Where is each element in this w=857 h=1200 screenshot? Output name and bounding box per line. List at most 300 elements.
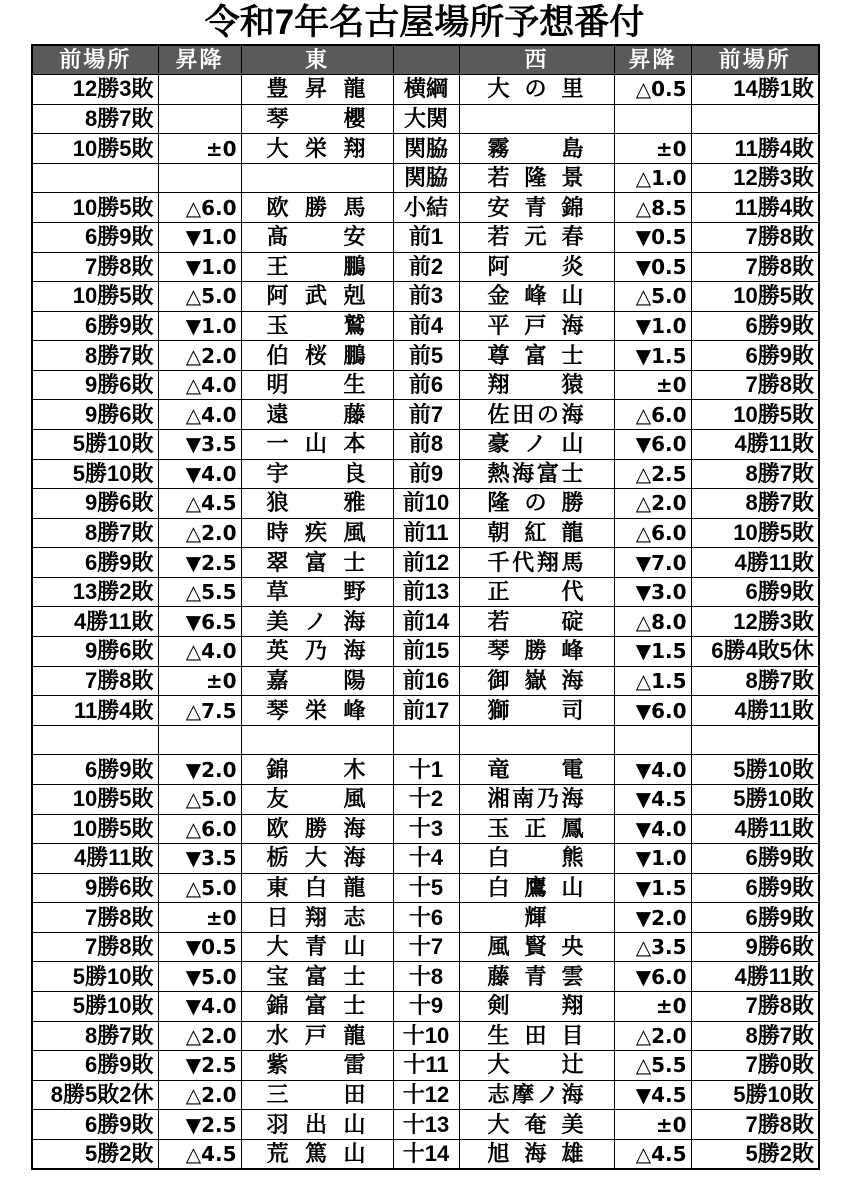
- name-char: 金: [487, 283, 510, 309]
- name-char: 東: [266, 874, 289, 900]
- east-wrestler-name: [241, 1139, 393, 1169]
- west-rank-change: △2.0: [614, 1021, 691, 1051]
- wrestler-name-chars: [267, 374, 366, 396]
- name-char: 白: [487, 874, 510, 900]
- east-prev-record: 10勝5敗: [32, 134, 158, 164]
- name-char: 雅: [343, 490, 366, 516]
- name-char: 富: [536, 460, 559, 486]
- name-char: 本: [343, 431, 366, 457]
- west-prev-record: 7勝8敗: [691, 370, 819, 400]
- banzuke-row: [32, 134, 819, 164]
- wrestler-name-chars: [488, 936, 584, 958]
- east-rank-change: ±0: [158, 134, 241, 164]
- west-wrestler-name: [459, 222, 614, 252]
- name-char: 武: [304, 283, 327, 309]
- name-char: 藤: [487, 963, 510, 989]
- section-divider: [32, 725, 819, 755]
- west-prev-record: 4勝11敗: [691, 696, 819, 726]
- rank-label: 関脇: [393, 134, 459, 164]
- name-char: 富: [304, 963, 327, 989]
- banzuke-row: [32, 459, 819, 489]
- rank-label: 前13: [393, 577, 459, 607]
- name-char: 白: [304, 874, 327, 900]
- name-char: 髙: [266, 224, 289, 250]
- name-char: 青: [524, 963, 547, 989]
- west-rank-change: △6.0: [614, 400, 691, 430]
- east-prev-record: 10勝5敗: [32, 814, 158, 844]
- name-char: の: [524, 490, 547, 516]
- east-wrestler-name: [241, 696, 393, 726]
- east-wrestler-name: [241, 577, 393, 607]
- east-rank-change: △7.5: [158, 696, 241, 726]
- west-wrestler-name: [459, 252, 614, 282]
- name-char: 士: [343, 993, 366, 1019]
- name-char: 熊: [561, 845, 584, 871]
- east-rank-change: [158, 163, 241, 193]
- east-prev-record: 6勝9敗: [32, 222, 158, 252]
- east-wrestler-name: [241, 134, 393, 164]
- wrestler-name-chars: [488, 285, 584, 307]
- name-char: 紫: [266, 1052, 289, 1078]
- wrestler-name-chars: [488, 167, 584, 189]
- name-char: 峰: [561, 638, 584, 664]
- east-prev-record: 5勝10敗: [32, 962, 158, 992]
- east-rank-change: △6.0: [158, 814, 241, 844]
- name-char: 富: [524, 342, 547, 368]
- name-char: 大: [487, 1052, 510, 1078]
- rank-label: 前4: [393, 311, 459, 341]
- wrestler-name-chars: [488, 374, 584, 396]
- name-char: 平: [487, 312, 510, 338]
- name-char: 雷: [343, 1052, 366, 1078]
- name-char: 出: [304, 1111, 327, 1137]
- west-prev-record: 14勝1敗: [691, 75, 819, 105]
- name-char: 代: [561, 579, 584, 605]
- wrestler-name-chars: [267, 1054, 366, 1076]
- east-prev-record: 7勝8敗: [32, 666, 158, 696]
- name-char: 賢: [524, 934, 547, 960]
- wrestler-name-chars: [267, 226, 366, 248]
- name-char: 鷲: [343, 312, 366, 338]
- name-char: 大: [487, 1111, 510, 1137]
- west-wrestler-name: [459, 696, 614, 726]
- east-wrestler-name: [241, 193, 393, 223]
- divider-cell: [158, 725, 241, 755]
- west-prev-record: 8勝7敗: [691, 459, 819, 489]
- wrestler-name-chars: [488, 995, 584, 1017]
- name-char: 宝: [266, 963, 289, 989]
- rank-label: 小結: [393, 193, 459, 223]
- west-wrestler-name: [459, 75, 614, 105]
- name-char: 若: [487, 224, 510, 250]
- header-row: [32, 45, 819, 75]
- name-char: 龍: [343, 874, 366, 900]
- banzuke-row: [32, 430, 819, 460]
- east-prev-record: 5勝10敗: [32, 459, 158, 489]
- banzuke-row: [32, 577, 819, 607]
- east-prev-record: 6勝9敗: [32, 1051, 158, 1081]
- wrestler-name-chars: [488, 78, 584, 100]
- wrestler-name-chars: [488, 522, 584, 544]
- header-west-prev-record: 前場所: [691, 45, 819, 75]
- name-char: 生: [487, 1022, 510, 1048]
- name-char: 士: [343, 963, 366, 989]
- name-char: 海: [561, 667, 584, 693]
- west-wrestler-name: [459, 1110, 614, 1140]
- west-wrestler-name: [459, 784, 614, 814]
- east-wrestler-name: [241, 252, 393, 282]
- wrestler-name-chars: [488, 1084, 584, 1106]
- east-rank-change: ▼0.5: [158, 932, 241, 962]
- name-char: 里: [561, 76, 584, 102]
- name-char: 奄: [524, 1111, 547, 1137]
- west-prev-record: 9勝6敗: [691, 932, 819, 962]
- wrestler-name-chars: [266, 1140, 366, 1166]
- wrestler-name-chars: [266, 1111, 366, 1137]
- west-rank-change: ▼1.5: [614, 873, 691, 903]
- name-char: 海: [343, 815, 366, 841]
- west-prev-record: 7勝8敗: [691, 992, 819, 1022]
- name-char: 翔: [343, 135, 366, 161]
- name-char: 狼: [266, 490, 289, 516]
- name-char: 櫻: [343, 105, 366, 131]
- banzuke-row: [32, 311, 819, 341]
- rank-label: 前11: [393, 518, 459, 548]
- west-prev-record: 6勝9敗: [691, 903, 819, 933]
- banzuke-row: [32, 1110, 819, 1140]
- name-char: 佐: [487, 401, 510, 427]
- west-wrestler-name: [459, 518, 614, 548]
- name-char: 明: [266, 372, 289, 398]
- name-char: 士: [561, 460, 584, 486]
- name-char: 景: [561, 165, 584, 191]
- wrestler-name-chars: [487, 194, 584, 220]
- name-char: 海: [343, 845, 366, 871]
- rank-label: 十11: [393, 1051, 459, 1081]
- name-char: 雄: [561, 1140, 584, 1166]
- wrestler-name-chars: [266, 667, 366, 693]
- west-rank-change: △5.0: [614, 282, 691, 312]
- name-char: 生: [343, 372, 366, 398]
- east-rank-change: △2.0: [158, 1080, 241, 1110]
- divider-cell: [32, 725, 158, 755]
- wrestler-name-chars: [488, 904, 584, 930]
- west-rank-change: ▼6.0: [614, 696, 691, 726]
- rank-label: 前12: [393, 548, 459, 578]
- name-char: 富: [304, 549, 327, 575]
- east-prev-record: 6勝9敗: [32, 1110, 158, 1140]
- name-char: 青: [304, 934, 327, 960]
- east-rank-change: ▼1.0: [158, 311, 241, 341]
- rank-label: 十5: [393, 873, 459, 903]
- wrestler-name-chars: [487, 608, 584, 634]
- name-char: 疾: [304, 520, 327, 546]
- east-wrestler-name: [241, 430, 393, 460]
- name-char: 鵬: [343, 342, 366, 368]
- west-prev-record: 4勝11敗: [691, 814, 819, 844]
- west-prev-record: 10勝5敗: [691, 518, 819, 548]
- rank-label: 十4: [393, 844, 459, 874]
- wrestler-name-chars: [267, 581, 366, 603]
- wrestler-name-chars: [266, 135, 366, 161]
- rank-label: 十14: [393, 1139, 459, 1169]
- name-char: 錦: [266, 993, 289, 1019]
- wrestler-name-chars: [487, 963, 584, 989]
- divider-cell: [241, 725, 393, 755]
- wrestler-name-chars: [267, 1084, 366, 1106]
- wrestler-name-chars: [487, 667, 584, 693]
- banzuke-row: [32, 1051, 819, 1081]
- rank-label: 前16: [393, 666, 459, 696]
- banzuke-row: [32, 962, 819, 992]
- rank-label: 十1: [393, 755, 459, 785]
- name-char: 桜: [304, 342, 327, 368]
- west-rank-change: △8.0: [614, 607, 691, 637]
- name-char: 海: [561, 1082, 584, 1108]
- name-char: 海: [343, 638, 366, 664]
- name-char: 山: [343, 1111, 366, 1137]
- rank-label: 前15: [393, 637, 459, 667]
- west-rank-change: ▼6.0: [614, 430, 691, 460]
- west-rank-change: △5.5: [614, 1051, 691, 1081]
- west-rank-change: ±0: [614, 1110, 691, 1140]
- banzuke-row: [32, 282, 819, 312]
- name-char: 霧: [487, 135, 510, 161]
- name-char: 英: [266, 638, 289, 664]
- divider-row: [32, 725, 819, 755]
- west-wrestler-name: [459, 637, 614, 667]
- name-char: 宇: [266, 460, 289, 486]
- banzuke-row: [32, 903, 819, 933]
- name-char: 昇: [304, 76, 327, 102]
- east-wrestler-name: [241, 75, 393, 105]
- west-rank-change: ±0: [614, 992, 691, 1022]
- name-char: 志: [343, 904, 366, 930]
- west-wrestler-name: [459, 962, 614, 992]
- name-char: 正: [487, 579, 510, 605]
- wrestler-name-chars: [487, 401, 584, 427]
- east-rank-change: △4.5: [158, 1139, 241, 1169]
- west-wrestler-name: [459, 370, 614, 400]
- name-char: 馬: [343, 194, 366, 220]
- banzuke-table: [31, 44, 820, 1170]
- banzuke-row: [32, 1080, 819, 1110]
- west-rank-change: △1.0: [614, 163, 691, 193]
- wrestler-name-chars: [266, 549, 366, 575]
- east-rank-change: ±0: [158, 666, 241, 696]
- name-char: 隆: [487, 490, 510, 516]
- west-rank-change: △2.0: [614, 489, 691, 519]
- name-char: 欧: [266, 194, 289, 220]
- name-char: 王: [266, 253, 289, 279]
- name-char: 勝: [561, 490, 584, 516]
- east-rank-change: ▼4.0: [158, 992, 241, 1022]
- wrestler-name-chars: [487, 874, 584, 900]
- name-char: 龍: [343, 76, 366, 102]
- name-char: 海: [561, 401, 584, 427]
- west-rank-change: ▼4.0: [614, 814, 691, 844]
- wrestler-name-chars: [266, 460, 366, 486]
- name-char: 正: [524, 815, 547, 841]
- wrestler-name-chars: [267, 433, 366, 455]
- wrestler-name-chars: [487, 342, 584, 368]
- west-wrestler-name: [459, 311, 614, 341]
- west-prev-record: 11勝4敗: [691, 193, 819, 223]
- name-char: 輝: [524, 904, 547, 930]
- banzuke-row: [32, 992, 819, 1022]
- west-prev-record: 4勝11敗: [691, 962, 819, 992]
- west-wrestler-name: [459, 992, 614, 1022]
- name-char: 電: [561, 756, 584, 782]
- header-east-rank-change: 昇降: [158, 45, 241, 75]
- wrestler-name-chars: [266, 1022, 366, 1048]
- name-char: 阿: [266, 283, 289, 309]
- west-rank-change: △0.5: [614, 75, 691, 105]
- rank-label: 前9: [393, 459, 459, 489]
- east-rank-change: ▼2.5: [158, 548, 241, 578]
- west-rank-change: [614, 104, 691, 134]
- wrestler-name-chars: [487, 549, 584, 575]
- name-char: 大: [304, 845, 327, 871]
- header-rank: [393, 45, 459, 75]
- west-wrestler-name: [459, 163, 614, 193]
- banzuke-row: [32, 370, 819, 400]
- east-wrestler-name: [241, 1051, 393, 1081]
- west-wrestler-name: [459, 489, 614, 519]
- name-char: 風: [487, 934, 510, 960]
- banzuke-row: [32, 814, 819, 844]
- east-prev-record: 8勝5敗2休: [32, 1080, 158, 1110]
- name-char: 熱: [487, 460, 510, 486]
- east-rank-change: △5.0: [158, 282, 241, 312]
- west-wrestler-name: [459, 193, 614, 223]
- west-prev-record: 7勝0敗: [691, 1051, 819, 1081]
- name-char: 風: [343, 520, 366, 546]
- rank-label: 十7: [393, 932, 459, 962]
- name-char: 山: [343, 1140, 366, 1166]
- makuuchi-section: [32, 75, 819, 726]
- west-prev-record: 6勝9敗: [691, 873, 819, 903]
- rank-label: 十8: [393, 962, 459, 992]
- west-rank-change: ±0: [614, 134, 691, 164]
- name-char: 大: [487, 76, 510, 102]
- wrestler-name-chars: [266, 697, 366, 723]
- west-rank-change: ▼2.0: [614, 903, 691, 933]
- east-wrestler-name: [241, 814, 393, 844]
- east-prev-record: 8勝7敗: [32, 518, 158, 548]
- east-rank-change: [158, 104, 241, 134]
- name-char: 羽: [266, 1111, 289, 1137]
- page-title: 令和7年名古屋場所予想番付: [204, 3, 645, 42]
- east-prev-record: 10勝5敗: [32, 282, 158, 312]
- name-char: 辻: [561, 1052, 584, 1078]
- name-char: 山: [343, 934, 366, 960]
- rank-label: 前10: [393, 489, 459, 519]
- name-char: 翔: [304, 904, 327, 930]
- west-prev-record: 5勝10敗: [691, 1080, 819, 1110]
- wrestler-name-chars: [488, 581, 584, 603]
- east-wrestler-name: [241, 873, 393, 903]
- name-char: 海: [512, 460, 535, 486]
- name-char: 勝: [304, 815, 327, 841]
- banzuke-row: [32, 932, 819, 962]
- east-prev-record: 8勝7敗: [32, 1021, 158, 1051]
- rank-label: 十2: [393, 784, 459, 814]
- name-char: 炎: [561, 253, 584, 279]
- wrestler-name-chars: [487, 312, 584, 338]
- name-char: 南: [512, 786, 535, 812]
- name-char: 錦: [561, 194, 584, 220]
- wrestler-name-chars: [488, 847, 584, 869]
- east-rank-change: ▼3.5: [158, 844, 241, 874]
- west-prev-record: 7勝8敗: [691, 252, 819, 282]
- name-char: 陽: [343, 667, 366, 693]
- wrestler-name-chars: [267, 285, 366, 307]
- west-wrestler-name: [459, 1021, 614, 1051]
- name-char: 荒: [266, 1140, 289, 1166]
- rank-label: 十10: [393, 1021, 459, 1051]
- west-prev-record: 7勝8敗: [691, 222, 819, 252]
- wrestler-name-chars: [266, 105, 366, 131]
- east-wrestler-name: [241, 1021, 393, 1051]
- west-rank-change: △4.5: [614, 1139, 691, 1169]
- wrestler-name-chars: [487, 815, 584, 841]
- name-char: 尊: [487, 342, 510, 368]
- wrestler-name-chars: [266, 342, 366, 368]
- banzuke-row: [32, 252, 819, 282]
- east-rank-change: △4.5: [158, 489, 241, 519]
- name-char: 代: [512, 549, 535, 575]
- east-wrestler-name: [241, 932, 393, 962]
- wrestler-name-chars: [266, 194, 366, 220]
- wrestler-name-chars: [487, 460, 584, 486]
- name-char: 志: [487, 1082, 510, 1108]
- west-wrestler-name: [459, 430, 614, 460]
- west-rank-change: ▼4.5: [614, 784, 691, 814]
- east-wrestler-name: [241, 104, 393, 134]
- name-char: 鵬: [343, 253, 366, 279]
- rank-label: 前2: [393, 252, 459, 282]
- name-char: 時: [266, 520, 289, 546]
- rank-label: 前8: [393, 430, 459, 460]
- name-char: 紅: [524, 520, 547, 546]
- name-char: 御: [487, 667, 510, 693]
- west-wrestler-name: [459, 282, 614, 312]
- name-char: 剣: [487, 993, 510, 1019]
- west-prev-record: 6勝4敗5休: [691, 637, 819, 667]
- west-rank-change: ▼0.5: [614, 222, 691, 252]
- west-wrestler-name: [459, 873, 614, 903]
- east-wrestler-name: [241, 844, 393, 874]
- east-rank-change: ▼3.5: [158, 430, 241, 460]
- east-prev-record: 13勝2敗: [32, 577, 158, 607]
- west-wrestler-name: [459, 666, 614, 696]
- name-char: 風: [343, 786, 366, 812]
- banzuke-row: [32, 873, 819, 903]
- wrestler-name-chars: [266, 401, 366, 427]
- east-wrestler-name: [241, 637, 393, 667]
- east-prev-record: 9勝6敗: [32, 489, 158, 519]
- east-rank-change: △4.0: [158, 370, 241, 400]
- west-wrestler-name: [459, 134, 614, 164]
- banzuke-row: [32, 163, 819, 193]
- name-char: 嶽: [524, 667, 547, 693]
- name-char: 友: [266, 786, 289, 812]
- banzuke-row: [32, 755, 819, 785]
- name-char: 欧: [266, 815, 289, 841]
- name-char: 田: [524, 1022, 547, 1048]
- name-char: 富: [304, 993, 327, 1019]
